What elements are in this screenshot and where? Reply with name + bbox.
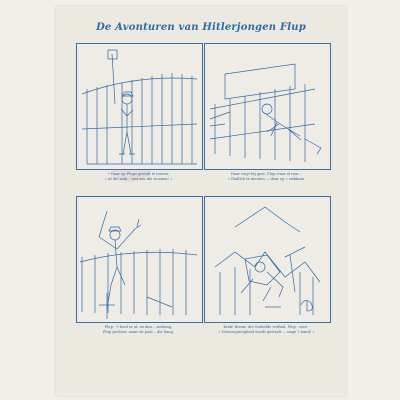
page-title: De Avonturen van Hitlerjongen Flup — [96, 22, 306, 33]
comic-panel-1 — [76, 43, 203, 170]
caption-line: Flup probeer, maar de paal... die hang. — [102, 330, 175, 334]
panel-4-caption — [204, 325, 329, 335]
caption-line: Daar wuyt hij gaat, Flup staat al raar... — [231, 172, 302, 176]
caption-line: Flup : 't hoel er al, en dan... zodrang, — [104, 325, 173, 329]
panel-3-caption — [76, 325, 201, 335]
panel-4-drawing — [205, 197, 330, 322]
comic-panel-2 — [204, 43, 331, 170]
comic-page — [56, 6, 346, 396]
caption-line: « Nieuwsgierigheid wordt gestraft — nage 't hand! » — [218, 330, 315, 334]
panel-1-caption — [76, 172, 201, 182]
panel-1-drawing — [77, 44, 202, 169]
caption-line: • Daar op Flups gestalt te loeren: — [107, 172, 170, 176]
comic-panel-3 — [76, 196, 203, 323]
caption-line: « Endlich te meuten — daar op » ziekkam. — [227, 177, 306, 181]
caption-line: Krak! Boem! Art Ontbelde verfind. Flup - zoor - — [223, 325, 310, 329]
comic-panel-4 — [204, 196, 331, 323]
panel-3-drawing — [77, 197, 202, 322]
caption-line: « Al die zeik... wat zou die woonen! » — [104, 177, 173, 181]
panel-2-caption — [204, 172, 329, 182]
panel-2-drawing — [205, 44, 330, 169]
